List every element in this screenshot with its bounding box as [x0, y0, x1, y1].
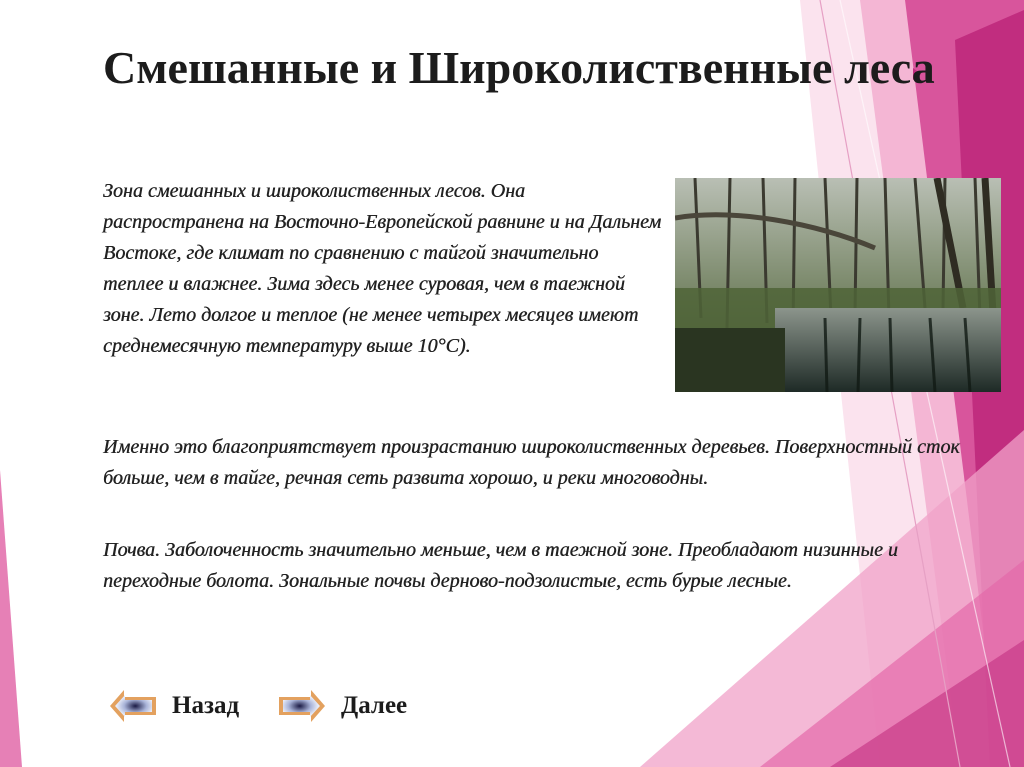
arrow-left-icon[interactable]	[108, 687, 158, 725]
paragraph-climate: Зона смешанных и широколиственных лесов. Она распространена на Восточно-Европейской равнине и на Дальнем Востоке, где климат по сравнению с тайгой значительно теплее и влажнее. Зима здесь менее суровая, чем в таежной зоне. Лето долгое и теплое (не менее четырех месяцев имеют среднемесячную температуру выше 10°C).	[103, 180, 662, 357]
forest-swamp-photo	[675, 178, 1001, 392]
arrow-right-icon[interactable]	[277, 687, 327, 725]
back-nav[interactable]	[108, 686, 239, 726]
paragraph-trees: Именно это благоприятствует произрастанию широколиственных деревьев. Поверхностный сток больше, чем в тайге, речная сеть развита хорошо, и реки многоводны.	[103, 436, 960, 489]
next-nav[interactable]	[277, 686, 407, 726]
next-label[interactable]: Далее	[341, 692, 408, 719]
back-label[interactable]: Назад	[172, 692, 240, 719]
paragraph-soil: Почва. Заболоченность значительно меньше, чем в таежной зоне. Преобладают низинные и переходные болота. Зональные почвы дерново-подзолистые, есть бурые лесные.	[103, 539, 898, 592]
slide-title: Смешанные и Широколиственные леса	[103, 42, 935, 93]
